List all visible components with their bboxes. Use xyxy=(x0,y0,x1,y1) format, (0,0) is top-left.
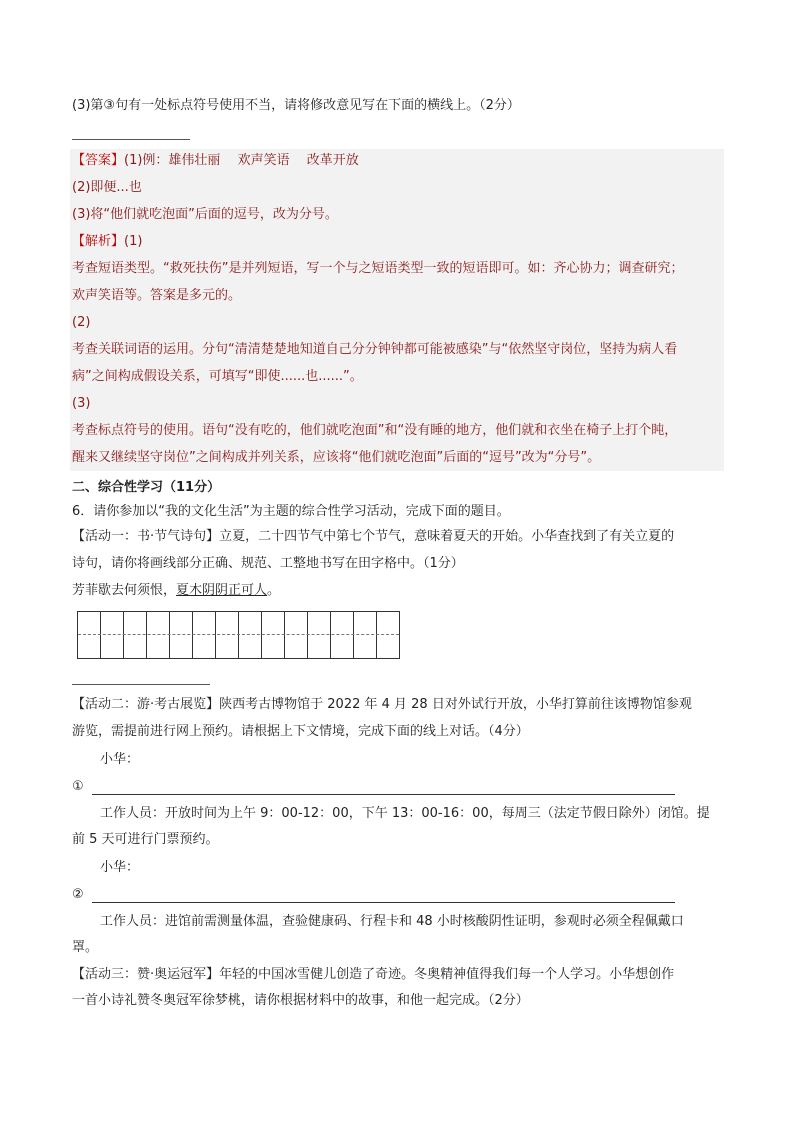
grid-divider xyxy=(169,612,170,658)
activity-1-line-1 xyxy=(72,527,674,547)
grid-cell[interactable] xyxy=(216,612,239,658)
answer-row-1 xyxy=(72,151,359,171)
activity-2-line-2: 游览，需提前进行网上预约。请根据上下文情境，完成下面的线上对话。（4分） xyxy=(72,724,529,739)
analysis-num-1: (1) xyxy=(124,234,143,249)
grid-midline xyxy=(78,634,399,635)
activity-2-tag: 【活动二：游·考古展览】 xyxy=(72,697,220,712)
question-6: 6．请你参加以“我的文化生活”为主题的综合性学习活动，完成下面的题目。 xyxy=(72,504,510,519)
activity-3-tag: 【活动三：赞·奥运冠军】 xyxy=(72,967,220,982)
section-title: 二、综合性学习（11分） xyxy=(72,480,221,495)
grid-divider xyxy=(123,612,124,658)
activity-3-text-1: 年轻的中国冰雪健儿创造了奇迹。冬奥精神值得我们每一个人学习。小华想创作 xyxy=(219,967,675,982)
activity-2-line-1 xyxy=(72,695,692,715)
grid-divider xyxy=(353,612,354,658)
speaker-xiaohua-2: 小华： xyxy=(100,860,140,875)
analysis-2-line-1: 考查关联词语的运用。分句“清清楚楚地知道自己分分钟钟都可能被感染”与“依然坚守岗位，坚持为病人看 xyxy=(72,342,678,357)
activity-3-line-1 xyxy=(72,965,674,985)
grid-cell[interactable] xyxy=(124,612,147,658)
grid-divider xyxy=(307,612,308,658)
staff-reply-1-line-1: 工作人员：开放时间为上午 9：00-12：00，下午 13：00-16：00，每周三（法定节假日除外）闭馆。提 xyxy=(100,806,710,821)
tianzige-grid[interactable] xyxy=(77,611,400,659)
speaker-xiaohua-1: 小华： xyxy=(100,752,140,767)
poem-line xyxy=(72,581,280,601)
grid-divider xyxy=(215,612,216,658)
blank-2-line[interactable] xyxy=(92,902,675,903)
answer-1: (1)例：雄伟壮丽 欢声笑语 改革开放 xyxy=(124,153,359,168)
analysis-tag: 【解析】 xyxy=(72,234,125,249)
analysis-3-line-2: 醒来又继续坚守岗位”之间构成并列关系，应该将“他们就吃泡面”后面的“逗号”改为“分号”。 xyxy=(72,450,601,465)
activity-3-line-2: 一首小诗礼赞冬奥冠军徐梦桃，请你根据材料中的故事，和他一起完成。（2分） xyxy=(72,993,529,1008)
poem-plain: 芳菲歇去何须恨， xyxy=(72,583,177,598)
grid-cell[interactable] xyxy=(170,612,193,658)
answer-2: (2)即便...也 xyxy=(72,180,142,195)
activity-1-tag: 【活动一：书·节气诗句】 xyxy=(72,529,220,544)
analysis-num-3: (3) xyxy=(72,396,91,411)
grid-cell[interactable] xyxy=(78,612,101,658)
answer-3: (3)将“他们就吃泡面”后面的逗号，改为分号。 xyxy=(72,207,338,222)
analysis-row-1 xyxy=(72,232,142,252)
blank-2-label: ② xyxy=(72,887,84,902)
analysis-2-line-2: 病”之间构成假设关系，可填写“即使......也......”。 xyxy=(72,369,363,384)
grid-cell[interactable] xyxy=(262,612,285,658)
staff-reply-1-line-2: 前 5 天可进行门票预约。 xyxy=(72,832,219,847)
blank-1-line[interactable] xyxy=(92,794,675,795)
analysis-1-line-2: 欢声笑语等。答案是多元的。 xyxy=(72,288,242,303)
grid-cell[interactable] xyxy=(308,612,331,658)
analysis-num-2: (2) xyxy=(72,315,91,330)
staff-reply-2-line-2: 罩。 xyxy=(72,940,99,955)
activity-1-line-2: 诗句，请你将画线部分正确、规范、工整地书写在田字格中。（1分） xyxy=(72,556,464,571)
activity-1-text-1: 立夏，二十四节气中第七个节气，意味着夏天的开始。小华查找到了有关立夏的 xyxy=(219,529,675,544)
analysis-3-line-1: 考查标点符号的使用。语句“没有吃的，他们就吃泡面”和“没有睡的地方，他们就和衣坐在椅子上打个盹， xyxy=(72,423,678,438)
staff-reply-2-line-1: 工作人员：进馆前需测量体温，查验健康码、行程卡和 48 小时核酸阴性证明，参观时必须全程佩戴口 xyxy=(100,914,684,929)
q3-prompt: (3)第③句有一处标点符号使用不当，请将修改意见写在下面的横线上。（2分） xyxy=(72,98,520,113)
answer-line-q3 xyxy=(72,139,190,140)
grid-divider xyxy=(261,612,262,658)
activity-2-text-1: 陕西考古博物馆于 2022 年 4 月 28 日对外试行开放，小华打算前往该博物馆参观 xyxy=(219,697,692,712)
answer-tag: 【答案】 xyxy=(72,153,125,168)
blank-1-label: ① xyxy=(72,779,84,794)
poem-end: 。 xyxy=(267,583,281,598)
poem-underlined: 夏木阴阴正可人 xyxy=(176,583,268,598)
grid-cell[interactable] xyxy=(354,612,377,658)
analysis-1-line-1: 考查短语类型。“救死扶伤”是并列短语，写一个与之短语类型一致的短语即可。如：齐心协力；调查研究； xyxy=(72,261,684,276)
answer-line-grid xyxy=(72,684,210,685)
